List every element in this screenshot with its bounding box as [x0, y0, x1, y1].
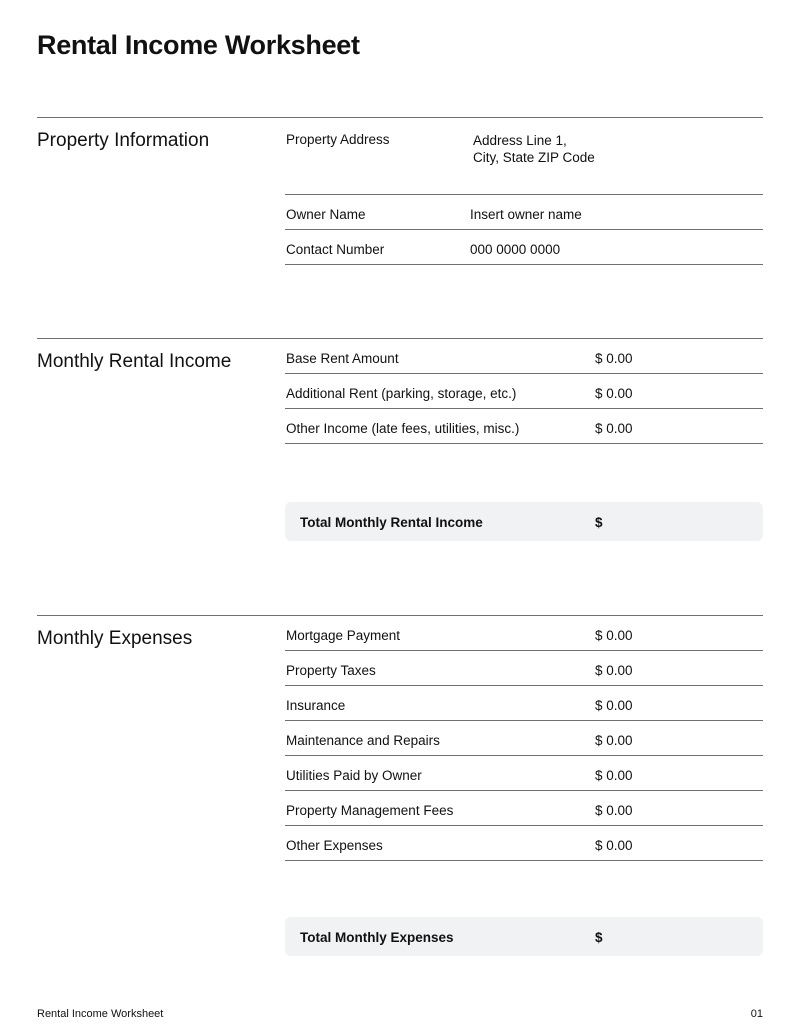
row-label: Insurance — [286, 698, 346, 713]
row-label: Property Taxes — [286, 663, 376, 678]
table-row — [285, 409, 763, 444]
property-address-field[interactable]: Address Line 1, City, State ZIP Code — [473, 133, 595, 165]
table-row — [285, 686, 763, 721]
amount-field[interactable]: $ 0.00 — [595, 628, 633, 643]
row-label: Mortgage Payment — [286, 628, 401, 643]
table-row — [285, 756, 763, 791]
page-number: 01 — [750, 1008, 763, 1020]
amount-field[interactable]: $ 0.00 — [595, 698, 633, 713]
total-label: Total Monthly Rental Income — [300, 515, 483, 530]
section-title: Property Information — [37, 130, 210, 151]
table-row — [285, 791, 763, 826]
row-label: Other Expenses — [286, 838, 383, 853]
table-row — [285, 374, 763, 409]
owner-name-field[interactable]: Insert owner name — [470, 207, 582, 222]
amount-field[interactable]: $ 0.00 — [595, 838, 633, 853]
income-rows — [285, 339, 763, 444]
monthly-expenses-section — [37, 615, 763, 864]
row-label: Maintenance and Repairs — [286, 733, 440, 748]
row-label: Other Income (late fees, utilities, misc.) — [286, 421, 520, 436]
contact-number-label: Contact Number — [286, 242, 385, 257]
expense-rows — [285, 616, 763, 861]
row-label: Utilities Paid by Owner — [286, 768, 422, 783]
contact-number-field[interactable]: 000 0000 0000 — [470, 242, 561, 257]
table-row — [285, 826, 763, 861]
row-label: Base Rent Amount — [286, 351, 399, 366]
table-row — [285, 339, 763, 374]
table-row — [285, 616, 763, 651]
owner-name-label: Owner Name — [286, 207, 366, 222]
footer-doc-name: Rental Income Worksheet — [37, 1008, 164, 1020]
amount-field[interactable]: $ 0.00 — [595, 768, 633, 783]
property-address-row — [285, 118, 763, 195]
owner-name-row — [285, 195, 763, 230]
amount-field[interactable]: $ 0.00 — [595, 803, 633, 818]
amount-field[interactable]: $ 0.00 — [595, 663, 633, 678]
page-title: Rental Income Worksheet — [37, 30, 360, 60]
row-label: Additional Rent (parking, storage, etc.) — [286, 386, 517, 401]
total-label: Total Monthly Expenses — [300, 930, 454, 945]
section-title: Monthly Rental Income — [37, 351, 232, 372]
page-footer — [37, 1008, 763, 1020]
section-title: Monthly Expenses — [37, 628, 193, 649]
property-info-rows — [285, 118, 763, 265]
total-monthly-rental-income — [285, 502, 763, 541]
property-address-label: Property Address — [286, 132, 390, 147]
amount-field[interactable]: $ 0.00 — [595, 733, 633, 748]
contact-number-row — [285, 230, 763, 265]
table-row — [285, 651, 763, 686]
total-monthly-expenses — [285, 917, 763, 956]
property-information-section — [37, 117, 763, 266]
amount-field[interactable]: $ 0.00 — [595, 421, 633, 436]
total-amount-field[interactable]: $ — [595, 930, 603, 945]
amount-field[interactable]: $ 0.00 — [595, 386, 633, 401]
monthly-rental-income-section — [37, 338, 763, 449]
amount-field[interactable]: $ 0.00 — [595, 351, 633, 366]
row-label: Property Management Fees — [286, 803, 454, 818]
table-row — [285, 721, 763, 756]
total-amount-field[interactable]: $ — [595, 515, 603, 530]
